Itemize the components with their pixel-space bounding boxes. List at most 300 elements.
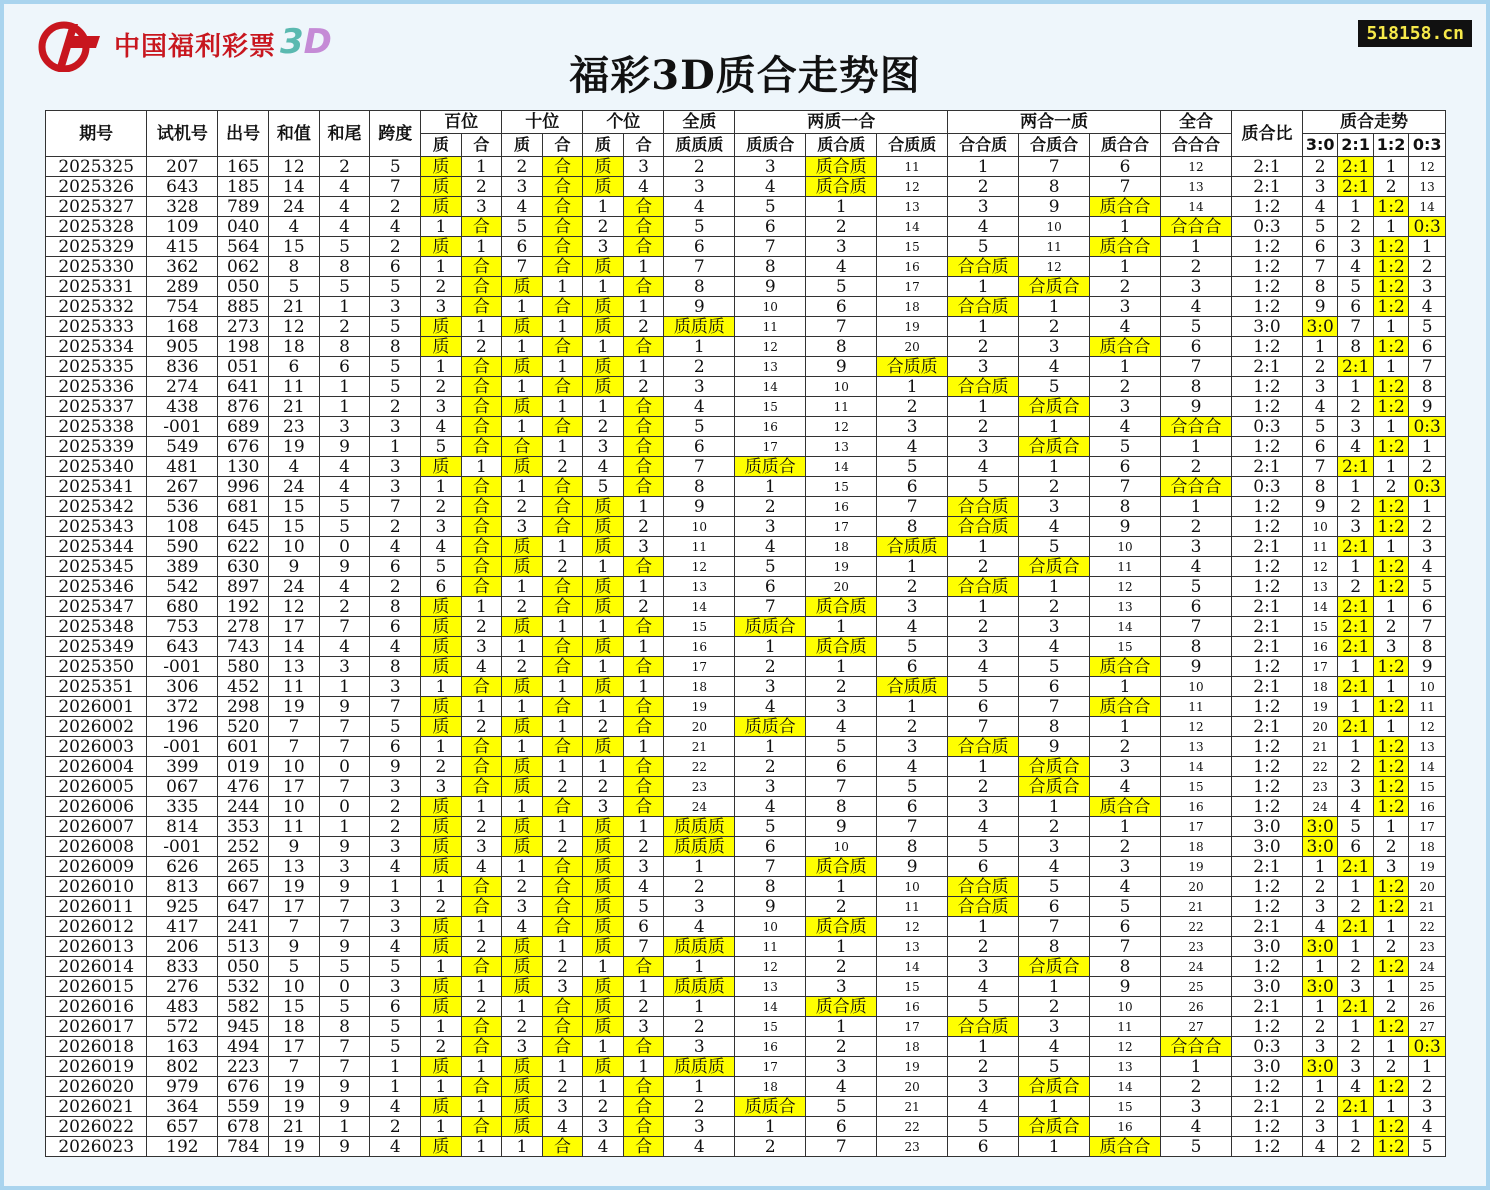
table-cell: 合 <box>461 277 502 297</box>
table-cell: 2:1 <box>1338 677 1373 697</box>
table-cell: 15 <box>1090 1097 1161 1117</box>
table-row <box>46 657 1446 677</box>
table-cell: 2 <box>1338 497 1373 517</box>
table-cell: 3 <box>623 537 664 557</box>
table-cell: 3 <box>370 297 421 317</box>
table-cell: 4 <box>1090 777 1161 797</box>
table-cell: 19 <box>269 1137 320 1157</box>
table-row <box>46 517 1446 537</box>
table-cell: 2026012 <box>46 917 147 937</box>
table-cell: 4 <box>623 877 664 897</box>
table-cell: 0 <box>319 977 370 997</box>
table-cell: 7 <box>806 777 877 797</box>
table-cell: 1 <box>319 1117 370 1137</box>
table-cell: 5 <box>1302 417 1337 437</box>
table-cell: 2026015 <box>46 977 147 997</box>
table-cell: 7 <box>269 717 320 737</box>
table-cell: 合 <box>623 237 664 257</box>
table-cell: 16 <box>735 1037 806 1057</box>
table-cell: 689 <box>218 417 269 437</box>
col-period: 期号 <box>46 111 147 157</box>
table-cell: 13 <box>1090 1057 1161 1077</box>
table-cell: 16 <box>735 417 806 437</box>
table-cell: 925 <box>147 897 218 917</box>
table-cell: 合 <box>623 217 664 237</box>
table-cell: 2 <box>1090 737 1161 757</box>
table-cell: 2025328 <box>46 217 147 237</box>
subheader-cell: 3:0 <box>1302 134 1337 157</box>
table-cell: 1 <box>461 977 502 997</box>
table-cell: 1 <box>421 1117 462 1137</box>
table-cell: 3 <box>421 777 462 797</box>
table-cell: 8 <box>1409 377 1446 397</box>
col-tail: 和尾 <box>319 111 370 157</box>
table-cell: 10 <box>806 837 877 857</box>
table-row <box>46 617 1446 637</box>
subheader-cell: 质 <box>583 134 624 157</box>
table-cell: 1:2 <box>1231 577 1302 597</box>
table-cell: 549 <box>147 437 218 457</box>
table-row <box>46 497 1446 517</box>
table-cell: 040 <box>218 217 269 237</box>
table-cell: 合合质 <box>948 737 1019 757</box>
table-cell: 14 <box>1161 197 1232 217</box>
table-cell: 1 <box>948 597 1019 617</box>
table-cell: 17 <box>1409 817 1446 837</box>
table-cell: 0 <box>319 537 370 557</box>
table-cell: 6 <box>806 757 877 777</box>
table-cell: 1:2 <box>1231 277 1302 297</box>
table-cell: 合 <box>542 417 583 437</box>
table-cell: 9 <box>1019 197 1090 217</box>
table-cell: 5 <box>877 777 948 797</box>
table-cell: 1 <box>502 997 543 1017</box>
table-cell: 4 <box>623 177 664 197</box>
table-cell: 2:1 <box>1231 717 1302 737</box>
table-cell: 17 <box>1161 817 1232 837</box>
table-cell: 1 <box>623 1057 664 1077</box>
table-cell: 14 <box>1409 197 1446 217</box>
header-row-1 <box>46 111 1446 134</box>
table-cell: 3 <box>542 1097 583 1117</box>
table-cell: 2 <box>542 837 583 857</box>
table-cell: 163 <box>147 1037 218 1057</box>
table-cell: 2 <box>623 377 664 397</box>
table-cell: 8 <box>319 337 370 357</box>
table-row <box>46 977 1446 997</box>
subheader-cell: 合 <box>461 134 502 157</box>
table-cell: 8 <box>806 797 877 817</box>
table-cell: 3 <box>948 1077 1019 1097</box>
subheader-cell: 合合合 <box>1161 134 1232 157</box>
table-cell: 质 <box>421 837 462 857</box>
table-cell: 3:0 <box>1302 837 1337 857</box>
table-cell: 12 <box>1090 577 1161 597</box>
table-cell: 6 <box>370 737 421 757</box>
table-cell: 4 <box>877 617 948 637</box>
table-cell: 质合合 <box>1090 697 1161 717</box>
logo-3d: 3D <box>280 22 332 62</box>
table-cell: 2:1 <box>1338 357 1373 377</box>
table-cell: 合质质 <box>877 537 948 557</box>
table-cell: 3 <box>1019 497 1090 517</box>
table-cell: 合合质 <box>948 877 1019 897</box>
table-cell: 836 <box>147 357 218 377</box>
table-cell: 6 <box>1019 897 1090 917</box>
table-cell: 5 <box>370 1037 421 1057</box>
table-cell: 15 <box>735 397 806 417</box>
table-cell: 3 <box>664 377 735 397</box>
table-cell: 8 <box>735 877 806 897</box>
table-row <box>46 437 1446 457</box>
table-cell: 9 <box>877 857 948 877</box>
table-cell: 16 <box>877 997 948 1017</box>
table-cell: 536 <box>147 497 218 517</box>
table-cell: 2 <box>502 597 543 617</box>
table-cell: 2 <box>948 417 1019 437</box>
table-cell: 582 <box>218 997 269 1017</box>
table-cell: 3 <box>583 797 624 817</box>
table-cell: 7 <box>1409 357 1446 377</box>
table-cell: 1 <box>877 557 948 577</box>
table-cell: 1:2 <box>1373 957 1408 977</box>
table-cell: 645 <box>218 517 269 537</box>
table-cell: 14 <box>1090 1077 1161 1097</box>
table-cell: 1:2 <box>1231 497 1302 517</box>
table-cell: 10 <box>1161 677 1232 697</box>
table-cell: 5 <box>319 997 370 1017</box>
table-cell: 4 <box>1302 197 1337 217</box>
table-cell: 4 <box>1302 1137 1337 1157</box>
table-cell: 6 <box>319 357 370 377</box>
table-cell: 1 <box>1302 337 1337 357</box>
table-cell: 2026019 <box>46 1057 147 1077</box>
table-row <box>46 757 1446 777</box>
table-cell: 合合质 <box>948 377 1019 397</box>
table-cell: 11 <box>1161 697 1232 717</box>
table-cell: 2 <box>1338 1137 1373 1157</box>
table-cell: 质 <box>502 357 543 377</box>
subheader-cell: 合质合 <box>1019 134 1090 157</box>
table-row <box>46 217 1446 237</box>
table-cell: 1 <box>1302 957 1337 977</box>
table-cell: 1:2 <box>1231 1077 1302 1097</box>
table-cell: 1 <box>623 737 664 757</box>
group-all-comp: 全合 <box>1161 111 1232 134</box>
table-cell: 合 <box>542 217 583 237</box>
table-cell: 19 <box>269 1097 320 1117</box>
table-cell: 合 <box>623 757 664 777</box>
table-cell: 17 <box>1302 657 1337 677</box>
table-cell: 合 <box>461 1077 502 1097</box>
table-cell: 9 <box>1302 497 1337 517</box>
table-cell: 10 <box>1409 677 1446 697</box>
table-cell: 0:3 <box>1409 217 1446 237</box>
table-cell: 945 <box>218 1017 269 1037</box>
table-cell: 513 <box>218 937 269 957</box>
table-cell: 12 <box>1019 257 1090 277</box>
table-cell: 4 <box>1019 1037 1090 1057</box>
table-cell: 7 <box>1090 477 1161 497</box>
table-cell: 6 <box>735 217 806 237</box>
table-cell: 4 <box>1409 557 1446 577</box>
table-cell: 7 <box>877 497 948 517</box>
table-cell: 2 <box>421 377 462 397</box>
table-cell: 3 <box>370 977 421 997</box>
table-cell: 1:2 <box>1373 237 1408 257</box>
table-cell: 1 <box>583 277 624 297</box>
table-cell: 1:2 <box>1373 557 1408 577</box>
table-cell: 15 <box>664 617 735 637</box>
table-cell: 24 <box>664 797 735 817</box>
table-cell: 14 <box>877 957 948 977</box>
table-cell: 3 <box>1338 517 1373 537</box>
table-cell: 23 <box>1409 937 1446 957</box>
table-cell: 1 <box>502 737 543 757</box>
table-cell: 2:1 <box>1338 537 1373 557</box>
table-cell: 5 <box>877 457 948 477</box>
table-cell: 13 <box>1090 597 1161 617</box>
table-cell: 3:0 <box>1302 937 1337 957</box>
table-cell: 2026006 <box>46 797 147 817</box>
table-cell: 1 <box>542 617 583 637</box>
table-cell: 2:1 <box>1338 997 1373 1017</box>
table-row <box>46 1077 1446 1097</box>
table-cell: 5 <box>1019 877 1090 897</box>
table-cell: 3 <box>735 517 806 537</box>
table-cell: 13 <box>806 437 877 457</box>
table-row <box>46 777 1446 797</box>
table-cell: 合合合 <box>1161 477 1232 497</box>
table-cell: 2 <box>1090 837 1161 857</box>
table-cell: 1 <box>542 397 583 417</box>
table-cell: 合质质 <box>877 677 948 697</box>
table-cell: 5 <box>1338 817 1373 837</box>
table-cell: 2026004 <box>46 757 147 777</box>
table-cell: 合 <box>542 1017 583 1037</box>
table-cell: 9 <box>1161 397 1232 417</box>
table-cell: 2 <box>583 717 624 737</box>
table-cell: 4 <box>1161 1117 1232 1137</box>
table-cell: 2 <box>1338 1037 1373 1057</box>
table-cell: 2 <box>370 797 421 817</box>
table-cell: 2:1 <box>1231 917 1302 937</box>
table-cell: 2025325 <box>46 157 147 177</box>
table-cell: 8 <box>370 337 421 357</box>
table-cell: 6 <box>948 1137 1019 1157</box>
table-cell: 合质合 <box>1019 557 1090 577</box>
table-cell: 1 <box>370 1057 421 1077</box>
table-cell: 1 <box>319 377 370 397</box>
table-cell: 1:2 <box>1373 297 1408 317</box>
table-cell: 13 <box>735 977 806 997</box>
table-cell: 合质合 <box>1019 757 1090 777</box>
table-cell: 2:1 <box>1338 637 1373 657</box>
table-row <box>46 737 1446 757</box>
table-cell: 2 <box>1019 317 1090 337</box>
table-cell: 1 <box>461 917 502 937</box>
table-cell: 7 <box>319 897 370 917</box>
table-cell: 3 <box>421 517 462 537</box>
table-cell: 18 <box>1409 837 1446 857</box>
table-cell: 2025335 <box>46 357 147 377</box>
table-cell: 2:1 <box>1231 857 1302 877</box>
table-cell: 2 <box>319 597 370 617</box>
table-cell: 7 <box>269 737 320 757</box>
table-cell: 4 <box>1338 437 1373 457</box>
table-cell: 4 <box>370 937 421 957</box>
table-cell: 196 <box>147 717 218 737</box>
table-cell: 合质合 <box>1019 957 1090 977</box>
table-cell: 206 <box>147 937 218 957</box>
table-cell: 6 <box>1338 297 1373 317</box>
table-cell: 3 <box>1161 537 1232 557</box>
table-cell: 165 <box>218 157 269 177</box>
table-cell: 质 <box>421 197 462 217</box>
table-cell: 4 <box>948 217 1019 237</box>
table-cell: 合合质 <box>948 1017 1019 1037</box>
table-row <box>46 1037 1446 1057</box>
table-cell: 合 <box>542 577 583 597</box>
table-cell: 质 <box>502 717 543 737</box>
table-cell: 合合合 <box>1161 417 1232 437</box>
table-cell: 13 <box>735 357 806 377</box>
table-cell: 质合质 <box>806 997 877 1017</box>
table-cell: 9 <box>1409 397 1446 417</box>
table-cell: 14 <box>1161 757 1232 777</box>
table-cell: 1 <box>948 397 1019 417</box>
table-cell: 2:1 <box>1338 857 1373 877</box>
table-cell: 7 <box>1338 317 1373 337</box>
table-cell: 7 <box>1019 917 1090 937</box>
table-cell: 1 <box>623 637 664 657</box>
table-cell: 质 <box>421 317 462 337</box>
table-cell: 1:2 <box>1373 437 1408 457</box>
table-cell: 2 <box>421 897 462 917</box>
table-cell: 784 <box>218 1137 269 1157</box>
table-cell: 2 <box>461 717 502 737</box>
table-row <box>46 157 1446 177</box>
table-cell: 17 <box>806 517 877 537</box>
table-cell: 2 <box>806 217 877 237</box>
table-cell: 11 <box>877 157 948 177</box>
table-cell: 1:2 <box>1373 877 1408 897</box>
table-cell: 5 <box>370 357 421 377</box>
table-cell: 1 <box>948 537 1019 557</box>
table-cell: 4 <box>421 417 462 437</box>
table-cell: 5 <box>1019 1057 1090 1077</box>
table-cell: 2:1 <box>1338 457 1373 477</box>
table-row <box>46 337 1446 357</box>
table-cell: 合 <box>542 1137 583 1157</box>
table-cell: 9 <box>269 937 320 957</box>
table-cell: 质 <box>502 557 543 577</box>
table-cell: 4 <box>269 457 320 477</box>
table-cell: 1 <box>1373 217 1408 237</box>
table-cell: 合 <box>461 477 502 497</box>
table-cell: 5 <box>1161 1137 1232 1157</box>
table-cell: 3 <box>806 237 877 257</box>
table-cell: 2 <box>1161 517 1232 537</box>
table-cell: 2 <box>1019 597 1090 617</box>
table-cell: 2 <box>1373 177 1408 197</box>
table-cell: 17 <box>877 1017 948 1037</box>
table-cell: 996 <box>218 477 269 497</box>
table-cell: 3 <box>1302 1117 1337 1137</box>
table-cell: 9 <box>1302 297 1337 317</box>
table-cell: 质合质 <box>806 177 877 197</box>
table-cell: 8 <box>1019 717 1090 737</box>
table-cell: 3 <box>319 417 370 437</box>
table-cell: 364 <box>147 1097 218 1117</box>
table-cell: 3 <box>806 977 877 997</box>
table-cell: 9 <box>269 837 320 857</box>
table-cell: 16 <box>1302 637 1337 657</box>
table-cell: 5 <box>1019 657 1090 677</box>
table-cell: 289 <box>147 277 218 297</box>
table-cell: 0:3 <box>1231 477 1302 497</box>
table-cell: 2 <box>583 777 624 797</box>
table-cell: 6 <box>1302 237 1337 257</box>
subheader-cell: 1:2 <box>1373 134 1408 157</box>
table-cell: 16 <box>806 497 877 517</box>
table-cell: 885 <box>218 297 269 317</box>
table-cell: 2025346 <box>46 577 147 597</box>
table-cell: 5 <box>1019 537 1090 557</box>
table-cell: 3 <box>1019 1017 1090 1037</box>
table-cell: 399 <box>147 757 218 777</box>
table-cell: 3 <box>1090 857 1161 877</box>
table-cell: 12 <box>1409 157 1446 177</box>
table-cell: 051 <box>218 357 269 377</box>
table-cell: 5 <box>948 837 1019 857</box>
table-cell: 1 <box>461 1137 502 1157</box>
subheader-cell: 质质合 <box>735 134 806 157</box>
table-cell: -001 <box>147 417 218 437</box>
table-cell: 9 <box>319 1077 370 1097</box>
table-cell: 1 <box>623 497 664 517</box>
table-cell: 2 <box>1409 1077 1446 1097</box>
table-cell: 1 <box>583 697 624 717</box>
table-cell: 4 <box>1338 257 1373 277</box>
table-cell: 335 <box>147 797 218 817</box>
table-cell: 4 <box>1409 297 1446 317</box>
table-cell: 15 <box>877 237 948 257</box>
table-cell: 2 <box>1409 457 1446 477</box>
table-cell: 813 <box>147 877 218 897</box>
table-cell: 6 <box>1090 157 1161 177</box>
table-row <box>46 357 1446 377</box>
table-cell: 1 <box>1090 257 1161 277</box>
table-cell: 542 <box>147 577 218 597</box>
table-cell: 3:0 <box>1231 937 1302 957</box>
table-cell: 合 <box>461 517 502 537</box>
table-cell: 6 <box>877 797 948 817</box>
table-cell: 25 <box>1409 977 1446 997</box>
table-cell: 622 <box>218 537 269 557</box>
table-cell: 21 <box>269 1117 320 1137</box>
table-cell: 1 <box>1090 817 1161 837</box>
table-cell: 5 <box>806 1097 877 1117</box>
table-cell: 1:2 <box>1231 877 1302 897</box>
table-cell: 6 <box>1019 677 1090 697</box>
table-cell: 1 <box>1338 197 1373 217</box>
table-cell: 合 <box>461 377 502 397</box>
table-cell: 1 <box>1409 497 1446 517</box>
table-cell: 1 <box>421 217 462 237</box>
table-cell: 2 <box>461 337 502 357</box>
table-cell: 1 <box>806 937 877 957</box>
